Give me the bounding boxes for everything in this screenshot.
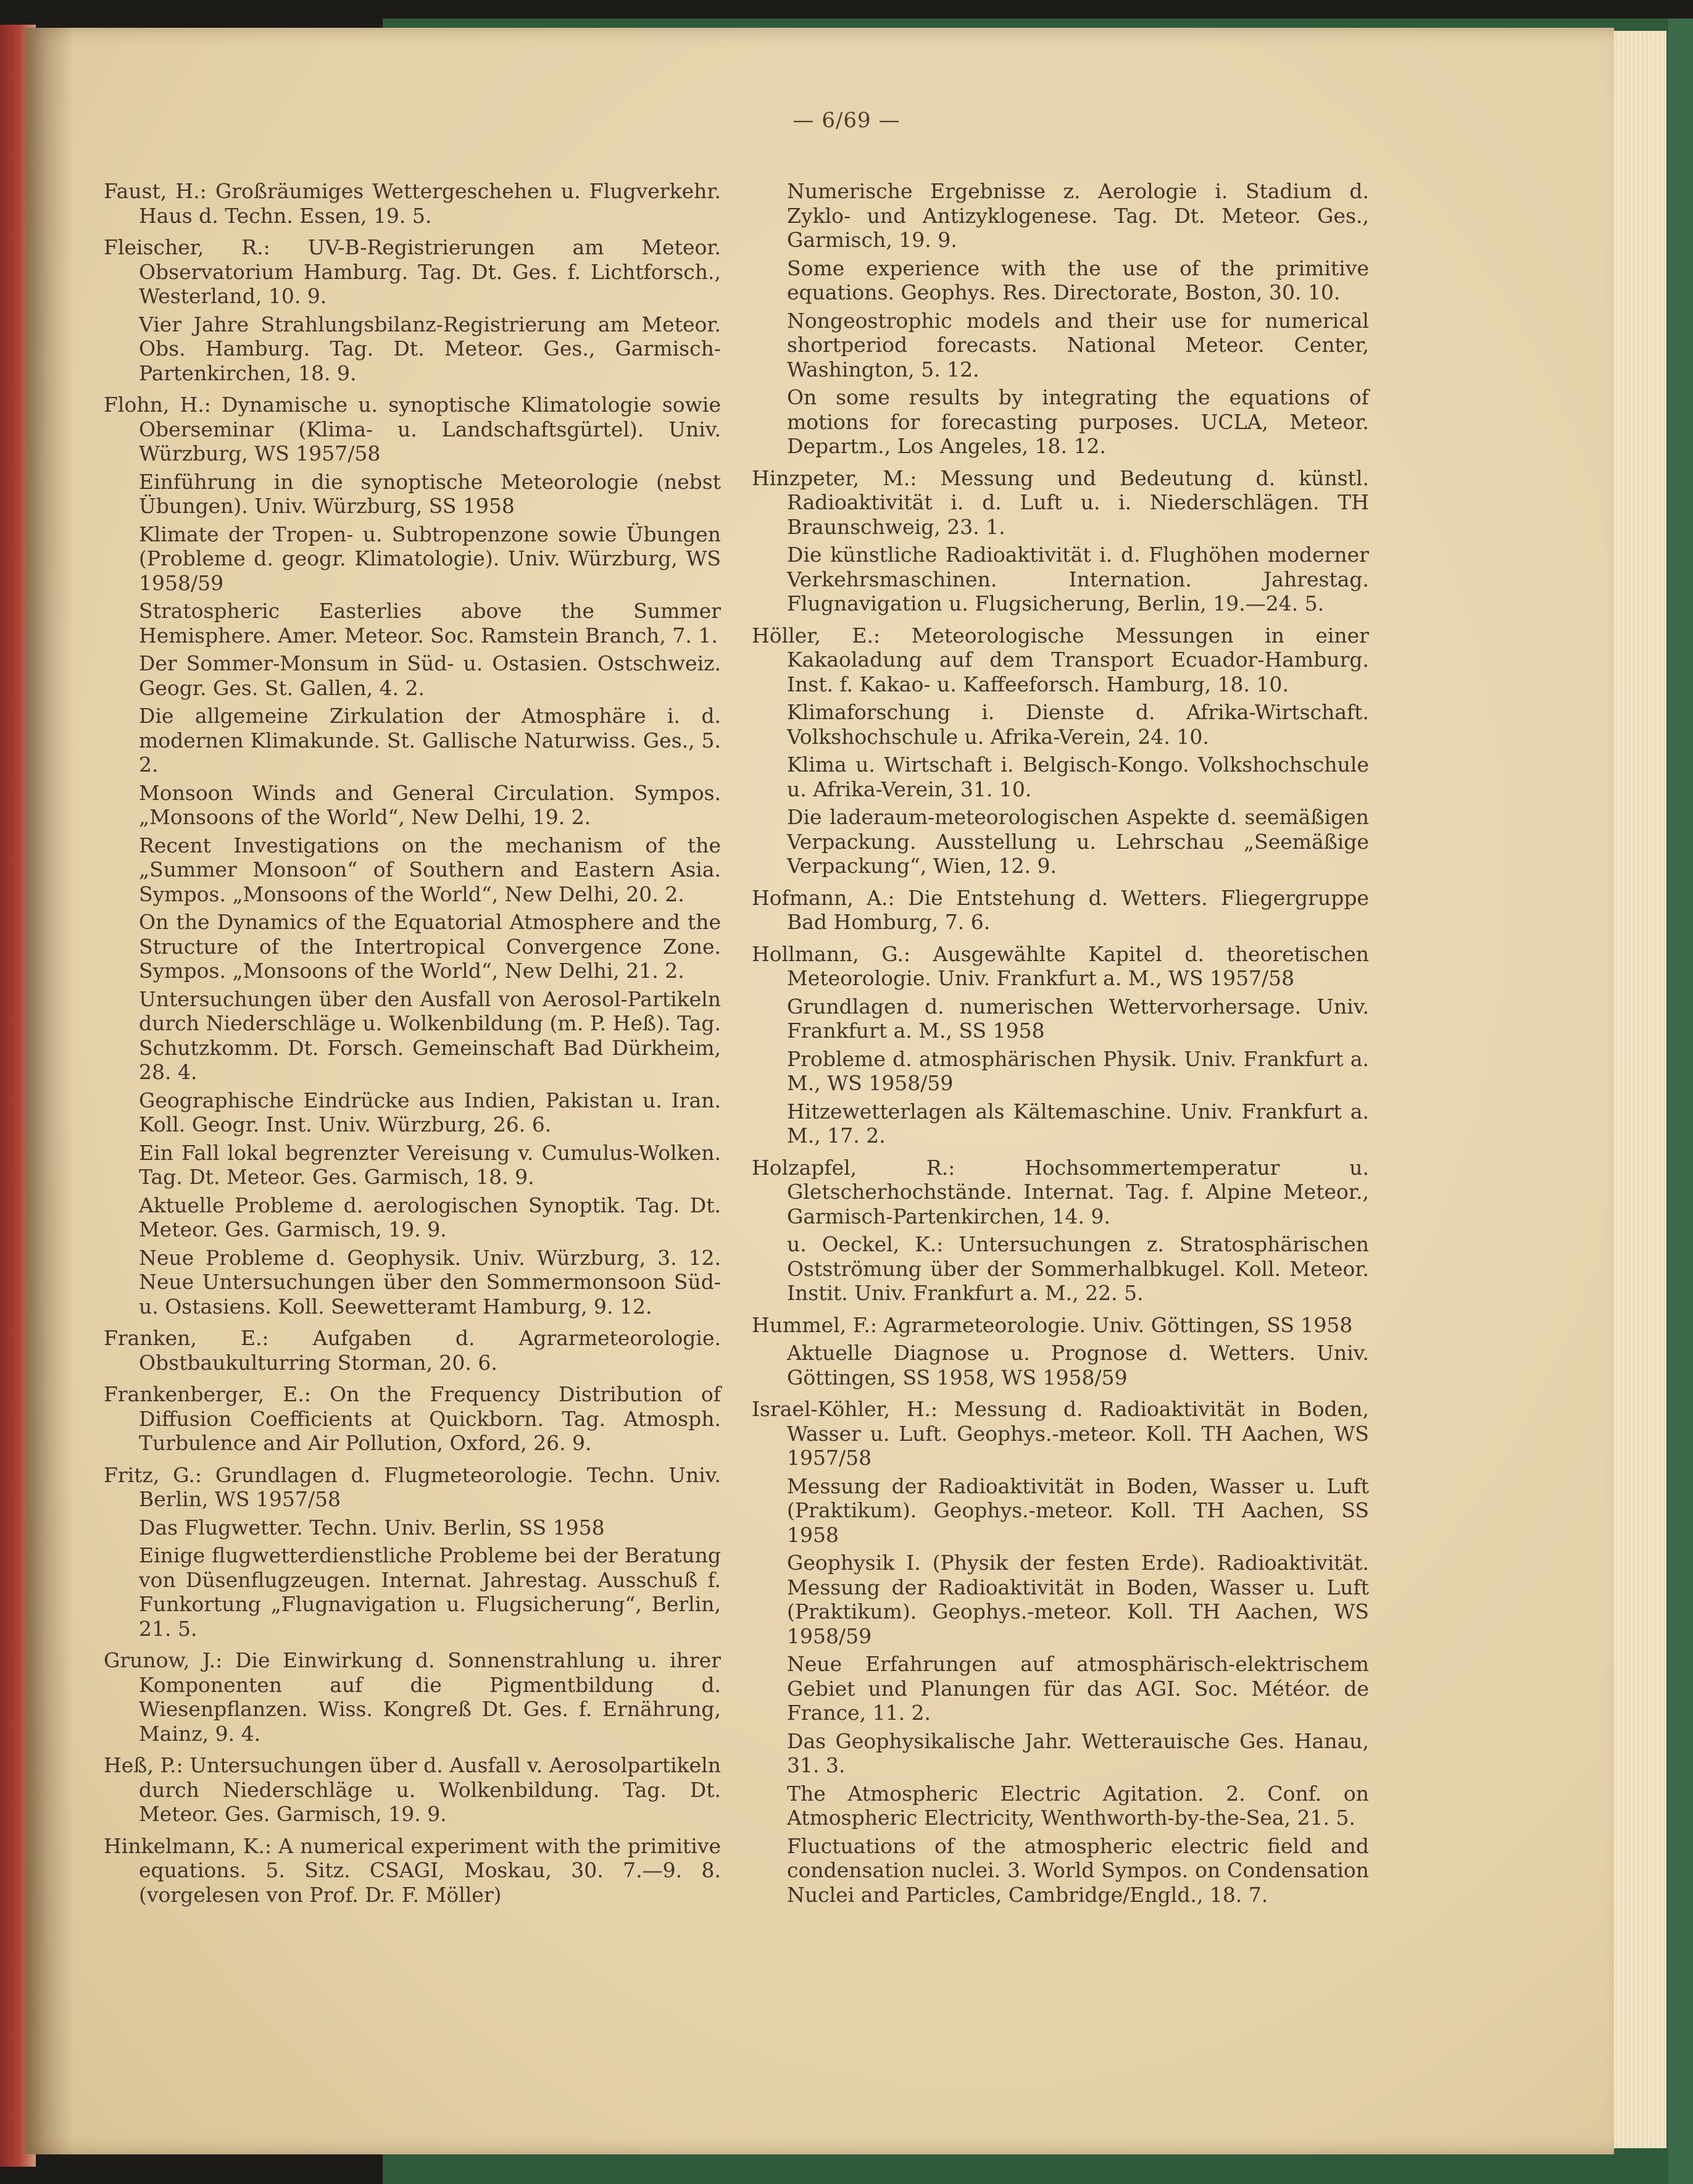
entry-text: Stratospheric Easterlies above the Summer Hemisphere. Amer. Meteor. Soc. Ramstein Branch, 7. 1. — [139, 599, 721, 648]
entry-text: Untersuchungen über den Ausfall von Aerosol-Partikeln durch Niederschläge u. Wolkenbildung (m. P. Heß). Tag. Schutzkomm. Dt. Forsch. Gemeinschaft Bad Dürkheim, 28. 4. — [139, 986, 721, 1084]
entry-text: On the Dynamics of the Equatorial Atmosphere and the Structure of the Intertropical Convergence Zone. Sympos. „Monsoons of the World“, New Delhi, 21. 2. — [139, 910, 721, 983]
bibliography-entry — [104, 1382, 721, 1456]
bibliography-entry — [104, 1834, 721, 1907]
author-name: Heß, P.: — [104, 1753, 183, 1777]
entry-text: Numerische Ergebnisse z. Aerologie i. Stadium d. Zyklo- und Antizyklogenese. Tag. Dt. Meteor. Ges., Garmisch, 19. 9. — [787, 179, 1369, 252]
bibliography-entry — [104, 1326, 721, 1375]
entry-text: Geophysik I. (Physik der festen Erde). Radioaktivität. Messung der Radioaktivität in Boden, Wasser u. Luft (Praktikum). Geophys.-meteor. Koll. TH Aachen, WS 1958/59 — [787, 1551, 1369, 1648]
entry-first-line — [104, 1648, 721, 1746]
author-name: Israel-Köhler, H.: — [752, 1397, 938, 1421]
entry-text: Messung und Bedeutung d. künstl. Radioaktivität i. d. Luft u. i. Niederschlägen. TH Braunschweig, 23. 1. — [787, 465, 1369, 539]
entry-text: Der Sommer-Monsum in Süd- u. Ostasien. Ostschweiz. Geogr. Ges. St. Gallen, 4. 2. — [139, 651, 721, 700]
spine-shadow — [25, 28, 74, 2154]
entry-first-line — [104, 235, 721, 309]
entry-text: Das Geophysikalische Jahr. Wetterauische Ges. Hanau, 31. 3. — [787, 1728, 1369, 1777]
author-name: Grunow, J.: — [104, 1648, 223, 1672]
author-name: Hollmann, G.: — [752, 941, 911, 966]
bibliography-entry — [104, 1463, 721, 1641]
author-name: Holzapfel, R.: — [752, 1155, 955, 1180]
bibliography-entry — [752, 466, 1369, 616]
entry-text: Die Einwirkung d. Sonnenstrahlung u. ihrer Komponenten auf die Pigmentbildung d. Wiesenpflanzen. Wiss. Kongreß Dt. Ges. f. Ernährung, Mainz, 9. 4. — [139, 1648, 721, 1746]
entry-first-line — [752, 623, 1369, 697]
bibliography-entry — [104, 1753, 721, 1827]
entry-text: Recent Investigations on the mechanism of the „Summer Monsoon“ of Southern and Eastern Asia. Sympos. „Monsoons of the World“, New Delhi, 20. 2. — [139, 833, 721, 906]
entry-text: Monsoon Winds and General Circulation. Sympos. „Monsoons of the World“, New Delhi, 19. 2. — [139, 780, 721, 829]
entry-text: Hochsommertemperatur u. Gletscherhochstände. Internat. Tag. f. Alpine Meteor., Garmisch-Partenkirchen, 14. 9. — [787, 1155, 1370, 1228]
entry-text: UV-B-Registrierungen am Meteor. Observatorium Hamburg. Tag. Dt. Ges. f. Lichtforsch., Westerland, 10. 9. — [139, 235, 721, 308]
author-name: Flohn, H.: — [104, 393, 211, 417]
entry-text: Ein Fall lokal begrenzter Vereisung v. Cumulus-Wolken. Tag. Dt. Meteor. Ges. Garmisch, 18. 9. — [139, 1140, 721, 1189]
entry-first-line — [752, 1156, 1369, 1229]
entry-text: Dynamische u. synoptische Klimatologie sowie Oberseminar (Klima- u. Landschaftsgürtel). Univ. Würzburg, WS 1957/58 — [139, 393, 721, 465]
entry-text: Agrarmeteorologie. Univ. Göttingen, SS 1958 — [883, 1312, 1353, 1337]
entry-first-line — [104, 1753, 721, 1827]
entry-text: Meteorologische Messungen in einer Kakaoladung auf dem Transport Ecuador-Hamburg. Inst. f. Kakao- u. Kaffeeforsch. Hamburg, 18. 10. — [787, 623, 1369, 696]
author-name: Hinzpeter, M.: — [752, 465, 917, 490]
author-name: Hinkelmann, K.: — [104, 1833, 272, 1858]
entry-first-line — [104, 1463, 721, 1512]
entry-text: Klimaforschung i. Dienste d. Afrika-Wirtschaft. Volkshochschule u. Afrika-Verein, 24. 10. — [787, 700, 1369, 749]
bibliography-entry — [752, 1156, 1369, 1306]
bibliography-entry — [752, 1313, 1369, 1390]
entry-text: Das Flugwetter. Techn. Univ. Berlin, SS 1958 — [139, 1515, 605, 1540]
entry-text: Die laderaum-meteorologischen Aspekte d. seemäßigen Verpackung. Ausstellung u. Lehrschau „Seemäßige Verpackung“, Wien, 12. 9. — [787, 805, 1369, 878]
entry-text: Fluctuations of the atmospheric electric field and condensation nuclei. 3. World Sympos. on Condensation Nuclei and Particles, Cambridge/Engld., 18. 7. — [787, 1833, 1369, 1907]
author-name: Faust, H.: — [104, 179, 207, 203]
right-column — [752, 179, 1369, 1914]
entry-text: Neue Erfahrungen auf atmosphärisch-elektrischem Gebiet und Planungen für das AGI. Soc. Météor. de France, 11. 2. — [787, 1652, 1369, 1725]
entry-text: On the Frequency Distribution of Diffusion Coefficients at Quickborn. Tag. Atmosph. Turbulence and Air Pollution, Oxford, 26. 9. — [139, 1382, 721, 1455]
entry-first-line — [104, 1834, 721, 1907]
entry-text: A numerical experiment with the primitive equations. 5. Sitz. CSAGI, Moskau, 30. 7.—9. 8. (vorgelesen von Prof. Dr. F. Möller) — [139, 1833, 721, 1907]
entry-text: Grundlagen d. numerischen Wettervorhersage. Univ. Frankfurt a. M., SS 1958 — [787, 994, 1369, 1043]
entry-first-line — [752, 886, 1369, 935]
entry-text: Neue Probleme d. Geophysik. Univ. Würzburg, 3. 12. Neue Untersuchungen über den Sommermonsoon Süd- u. Ostasiens. Koll. Seewetteramt Hamburg, 9. 12. — [139, 1245, 721, 1319]
entry-text: Probleme d. atmosphärischen Physik. Univ. Frankfurt a. M., WS 1958/59 — [787, 1046, 1369, 1095]
page-number: — 6/69 — — [792, 108, 901, 133]
entry-text: Aufgaben d. Agrarmeteorologie. Obstbaukulturring Storman, 20. 6. — [139, 1326, 721, 1375]
author-name: Hofmann, A.: — [752, 885, 895, 910]
author-name: Frankenberger, E.: — [104, 1382, 311, 1406]
entry-text: Die künstliche Radioaktivität i. d. Flughöhen moderner Verkehrsmaschinen. Internation. Jahrestag. Flugnavigation u. Flugsicherung, Berlin, 19.—24. 5. — [787, 543, 1369, 615]
entry-text: Vier Jahre Strahlungsbilanz-Registrierung am Meteor. Obs. Hamburg. Tag. Dt. Meteor. Ges., Garmisch-Partenkirchen, 18. 9. — [139, 312, 721, 385]
entry-text: Die allgemeine Zirkulation der Atmosphäre i. d. modernen Klimakunde. St. Gallische Naturwiss. Ges., 5. 2. — [139, 704, 721, 777]
entry-text: The Atmospheric Electric Agitation. 2. Conf. on Atmospheric Electricity, Wenthworth-by-the-Sea, 21. 5. — [787, 1781, 1369, 1830]
entry-text: u. Oeckel, K.: Untersuchungen z. Stratosphärischen Ostströmung über der Sommerhalbkugel. Koll. Meteor. Instit. Univ. Frankfurt a. M., 22. 5. — [787, 1232, 1369, 1305]
author-name: Fritz, G.: — [104, 1462, 202, 1487]
entry-text: Messung d. Radioaktivität in Boden, Wasser u. Luft. Geophys.-meteor. Koll. TH Aachen, WS 1957/58 — [787, 1397, 1370, 1470]
entry-first-line — [752, 1313, 1369, 1338]
entry-first-line — [752, 466, 1369, 540]
entry-first-line — [104, 393, 721, 466]
entry-first-line — [104, 1326, 721, 1375]
entry-text: Einige flugwetterdienstliche Probleme bei der Beratung von Düsenflugzeugen. Internat. Jahrestag. Ausschuß f. Funkortung „Flugnavigation u. Flugsicherung“, Berlin, 21. 5. — [139, 1543, 721, 1641]
entry-first-line — [752, 942, 1369, 991]
bibliography-entry — [752, 1397, 1369, 1907]
entry-first-line — [104, 179, 721, 228]
bibliography-entry — [752, 886, 1369, 935]
entry-text: Klima u. Wirtschaft i. Belgisch-Kongo. Volkshochschule u. Afrika-Verein, 31. 10. — [787, 752, 1369, 801]
entry-first-line — [104, 1382, 721, 1456]
entry-text: Messung der Radioaktivität in Boden, Wasser u. Luft (Praktikum). Geophys.-meteor. Koll. TH Aachen, SS 1958 — [787, 1473, 1369, 1547]
left-column — [104, 179, 721, 1914]
author-name: Fleischer, R.: — [104, 235, 270, 259]
bibliography-entry — [104, 179, 721, 228]
bibliography-entry — [752, 179, 1369, 459]
entry-text: Großräumiges Wettergeschehen u. Flugverkehr. Haus d. Techn. Essen, 19. 5. — [139, 179, 721, 228]
entry-text: Nongeostrophic models and their use for numerical shortperiod forecasts. National Meteor. Center, Washington, 5. 12. — [787, 308, 1369, 381]
entry-text: Hitzewetterlagen als Kältemaschine. Univ. Frankfurt a. M., 17. 2. — [787, 1099, 1369, 1148]
bibliography-entry — [104, 393, 721, 1319]
entry-text: Some experience with the use of the primitive equations. Geophys. Res. Directorate, Boston, 30. 10. — [787, 256, 1369, 304]
entry-text: On some results by integrating the equations of motions for forecasting purposes. UCLA, Meteor. Departm., Los Angeles, 18. 12. — [787, 385, 1369, 458]
entry-text: Die Entstehung d. Wetters. Fliegergruppe Bad Homburg, 7. 6. — [787, 885, 1369, 934]
entry-text: Aktuelle Probleme d. aerologischen Synoptik. Tag. Dt. Meteor. Ges. Garmisch, 19. 9. — [139, 1193, 721, 1241]
bibliography-entry — [752, 942, 1369, 1148]
entry-text: Klimate der Tropen- u. Subtropenzone sowie Übungen (Probleme d. geogr. Klimatologie). Univ. Würzburg, WS 1958/59 — [139, 522, 721, 595]
entry-text: Aktuelle Diagnose u. Prognose d. Wetters. Univ. Göttingen, SS 1958, WS 1958/59 — [787, 1341, 1369, 1390]
bibliography-entry — [104, 1648, 721, 1746]
entry-text: Grundlagen d. Flugmeteorologie. Techn. Univ. Berlin, WS 1957/58 — [139, 1462, 721, 1511]
author-name: Franken, E.: — [104, 1326, 269, 1350]
entry-text: Einführung in die synoptische Meteorologie (nebst Übungen). Univ. Würzburg, SS 1958 — [139, 469, 721, 518]
bibliography-entry — [104, 235, 721, 385]
author-name: Hummel, F.: — [752, 1312, 878, 1337]
entry-text: Ausgewählte Kapitel d. theoretischen Meteorologie. Univ. Frankfurt a. M., WS 1957/58 — [787, 941, 1369, 990]
entry-text: Geographische Eindrücke aus Indien, Pakistan u. Iran. Koll. Geogr. Inst. Univ. Würzburg, 26. 6. — [139, 1088, 721, 1136]
bibliography-entry — [752, 623, 1369, 878]
author-name: Höller, E.: — [752, 623, 881, 648]
entry-first-line — [752, 1397, 1369, 1470]
entry-text: Untersuchungen über d. Ausfall v. Aerosolpartikeln durch Niederschläge u. Wolkenbildung. Tag. Dt. Meteor. Ges. Garmisch, 19. 9. — [139, 1753, 721, 1826]
